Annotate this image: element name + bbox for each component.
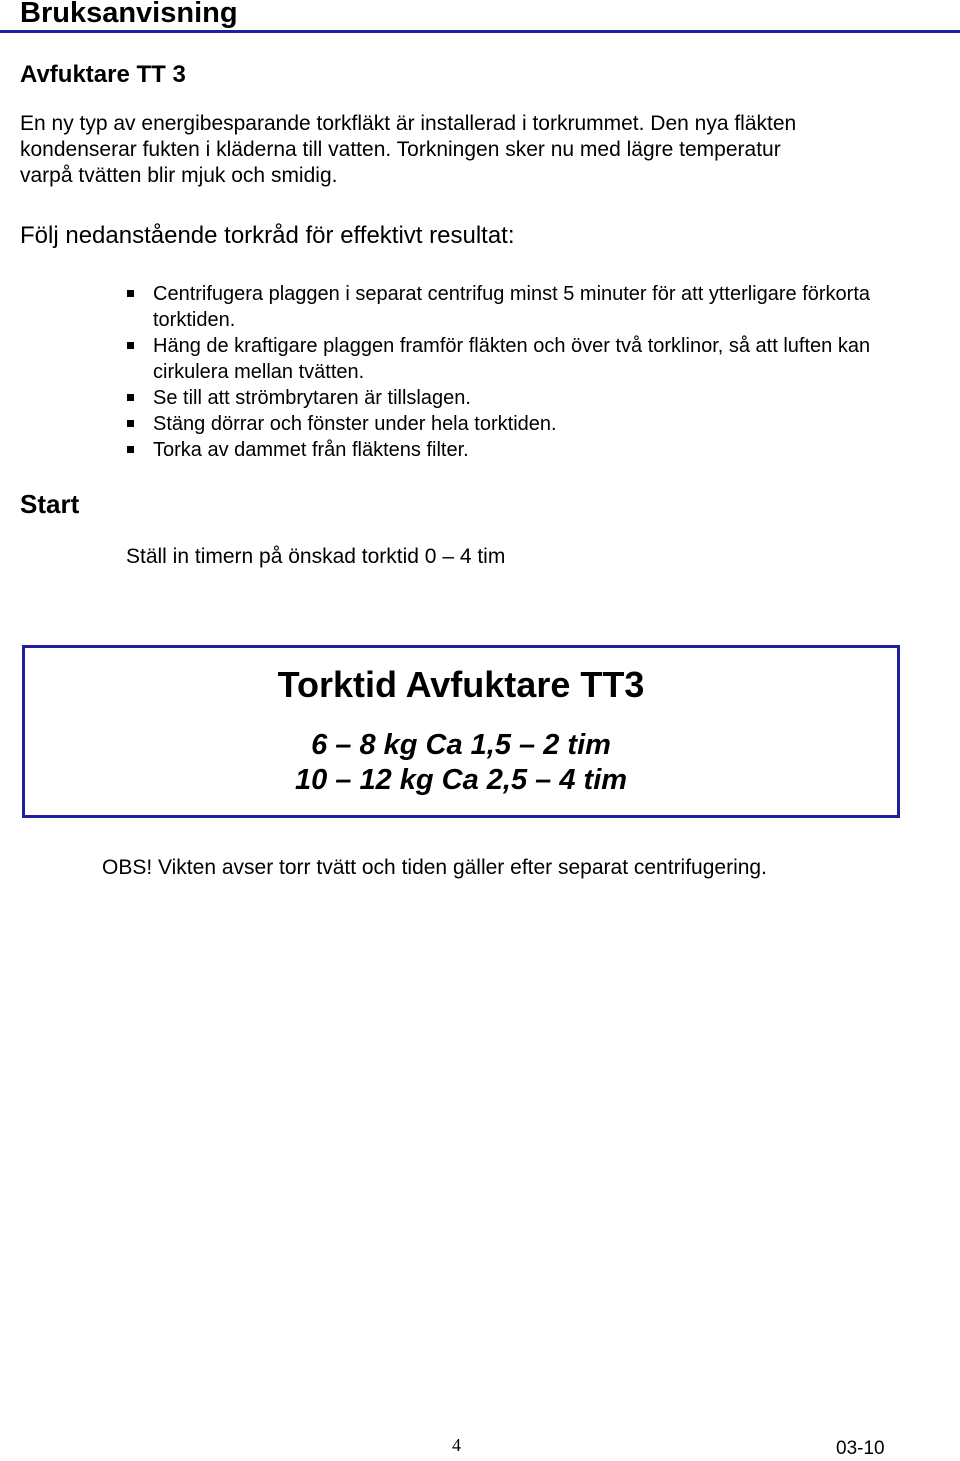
- intro-paragraph: [20, 111, 900, 189]
- square-bullet-icon: [127, 394, 134, 401]
- advice-list: [126, 281, 906, 463]
- document-title: Bruksanvisning: [20, 0, 238, 29]
- list-item-text: Häng de kraftigare plaggen framför fläkten och över två torklinor, så att luften kan cirkulera mellan tvätten.: [153, 335, 871, 383]
- section-title: Avfuktare TT 3: [20, 61, 186, 88]
- square-bullet-icon: [127, 420, 134, 427]
- document-date: 03-10: [836, 1438, 885, 1459]
- start-heading: Start: [20, 489, 80, 519]
- square-bullet-icon: [127, 342, 134, 349]
- list-item-text: Torka av dammet från fläktens filter.: [153, 439, 469, 461]
- drying-time-box: [22, 645, 900, 818]
- advice-heading: Följ nedanstående torkråd för effektivt resultat:: [20, 222, 515, 249]
- list-item: [126, 385, 906, 411]
- intro-line: varpå tvätten blir mjuk och smidig.: [20, 164, 338, 187]
- list-item: [126, 281, 906, 333]
- square-bullet-icon: [127, 290, 134, 297]
- list-item: [126, 411, 906, 437]
- list-item-text: Centrifugera plaggen i separat centrifug minst 5 minuter för att ytterligare förkorta torktiden.: [153, 283, 871, 331]
- intro-line: kondenserar fukten i kläderna till vatten. Torkningen sker nu med lägre temperatur: [20, 138, 781, 161]
- list-item: [126, 333, 906, 385]
- square-bullet-icon: [127, 446, 134, 453]
- list-item: [126, 437, 906, 463]
- drying-time-row: 10 – 12 kg Ca 2,5 – 4 tim: [294, 764, 628, 796]
- obs-note: OBS! Vikten avser torr tvätt och tiden gäller efter separat centrifugering.: [102, 856, 767, 879]
- list-item-text: Stäng dörrar och fönster under hela torktiden.: [153, 413, 557, 435]
- timer-instruction: Ställ in timern på önskad torktid 0 – 4 tim: [126, 545, 506, 568]
- drying-time-title: Torktid Avfuktare TT3: [277, 664, 645, 705]
- intro-line: En ny typ av energibesparande torkfläkt är installerad i torkrummet. Den nya fläkten: [20, 112, 797, 135]
- list-item-text: Se till att strömbrytaren är tillslagen.: [153, 387, 471, 409]
- header-divider: [0, 30, 960, 33]
- drying-time-row: 6 – 8 kg Ca 1,5 – 2 tim: [311, 729, 611, 761]
- page-number: 4: [452, 1435, 461, 1455]
